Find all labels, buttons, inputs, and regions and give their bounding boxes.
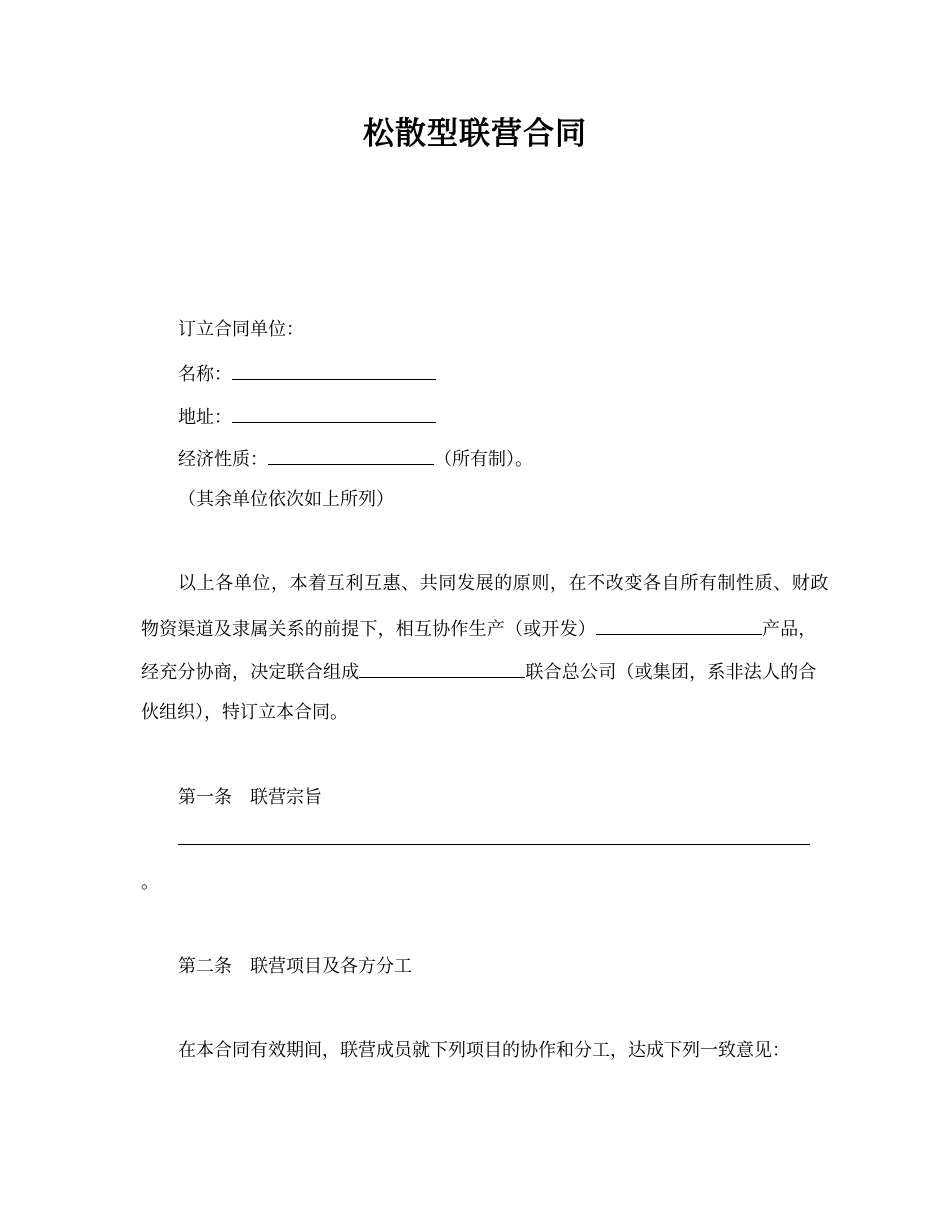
preamble-line-2-text: 物资渠道及隶属关系的前提下，相互协作生产（或开发） <box>141 619 596 640</box>
preamble-line-4: 伙组织），特订立本合同。 <box>141 702 348 723</box>
preamble-line-3-text: 经充分协商，决定联合组成 <box>141 662 360 683</box>
company-name-blank <box>359 657 525 678</box>
preamble-line-2-end: 产品， <box>762 619 817 640</box>
party-nature-suffix: （所有制）。 <box>434 449 533 470</box>
document-title: 松散型联营合同 <box>363 116 587 152</box>
article-1-heading: 第一条 联营宗旨 <box>178 787 322 808</box>
article-2-heading: 第二条 联营项目及各方分工 <box>178 956 412 977</box>
parties-heading: 订立合同单位： <box>178 319 304 340</box>
preamble-line-2 <box>141 614 817 643</box>
party-name-label: 名称： <box>178 364 232 385</box>
party-name-blank <box>232 359 436 380</box>
party-address-label: 地址： <box>178 407 232 428</box>
party-name-row <box>178 359 436 388</box>
article-1-purpose-blank <box>178 844 810 845</box>
parties-note: （其余单位依次如上所列） <box>178 489 394 510</box>
preamble-line-3 <box>141 657 817 686</box>
article-1-ending: 。 <box>141 872 159 893</box>
product-blank <box>596 614 762 635</box>
party-nature-blank <box>268 444 434 465</box>
party-address-row <box>178 402 436 431</box>
party-nature-row <box>178 444 533 473</box>
party-nature-label: 经济性质： <box>178 449 268 470</box>
preamble-line-1: 以上各单位，本着互利互惠、共同发展的原则，在不改变各自所有制性质、财政 <box>178 573 829 594</box>
preamble-line-3-end: 联合总公司（或集团，系非法人的合 <box>525 662 817 683</box>
party-address-blank <box>232 402 436 423</box>
article-2-body: 在本合同有效期间，联营成员就下列项目的协作和分工，达成下列一致意见： <box>178 1040 790 1061</box>
